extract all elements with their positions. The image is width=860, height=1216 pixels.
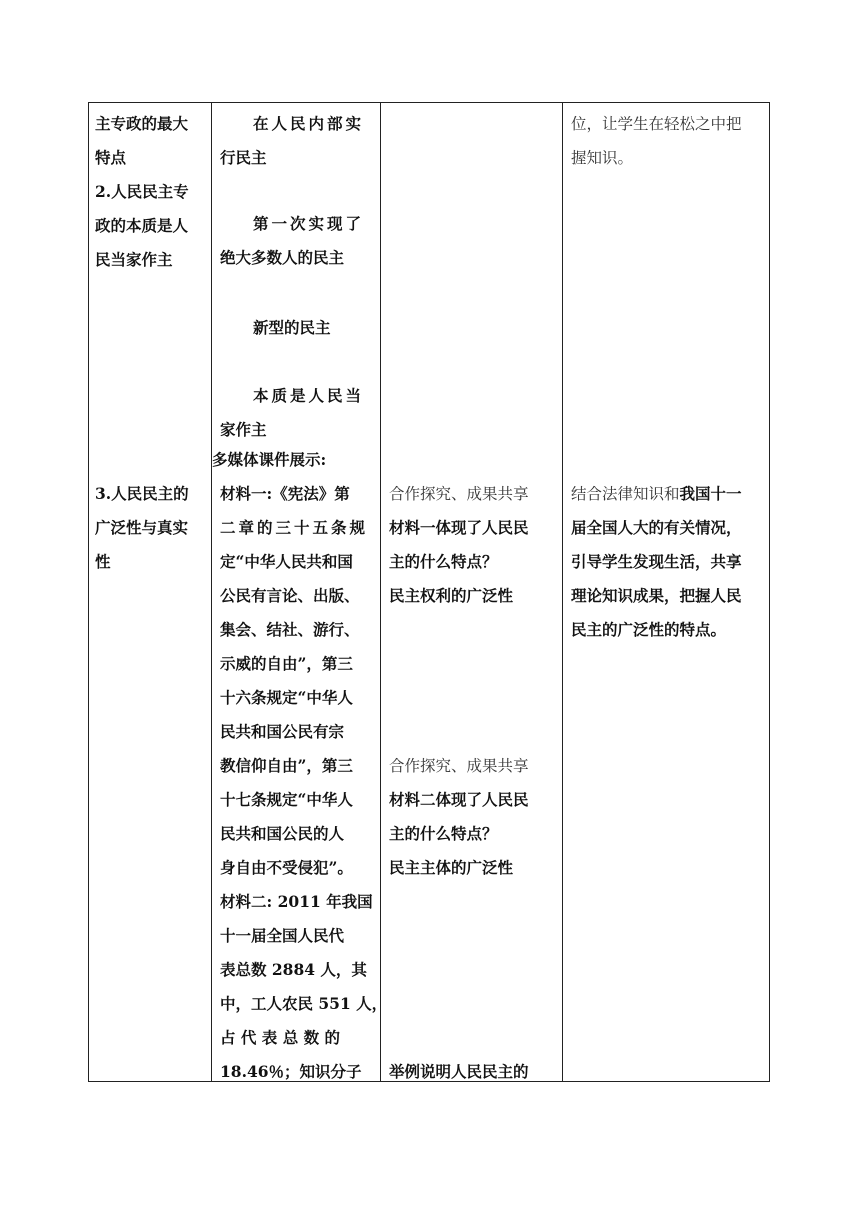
content-line: 主专政的最大 [95,114,189,133]
text-line: 在人民内部实 [253,114,365,133]
intent-line: 民主的广泛性的特点。 [571,620,727,639]
question-line: 材料二体现了人民民 [389,790,529,809]
design-intent-column [563,103,769,1081]
material-line: 教信仰自由”，第三 [220,756,353,775]
question-line: 主的什么特点？ [389,552,498,571]
group-heading: 合作探究、成果共享 [389,485,529,503]
material-line: 定“中华人民共和国 [220,552,353,571]
material-line: 公民有言论、出版、 [220,586,360,605]
content-line: 政的本质是人 [95,216,189,235]
material-line: 十六条规定“中华人 [220,688,353,707]
material-line: 二章的三十五条规 [220,518,369,537]
content-column [89,103,211,1081]
text-line: 本质是人民当 [253,386,365,405]
answer-line: 民主主体的广泛性 [389,858,514,877]
material-line: 占 代 表 总 数 的 [220,1028,340,1047]
text-line: 家作主 [220,420,267,439]
question-line: 主的什么特点？ [389,824,498,843]
text-line: 第一次实现了 [253,214,365,233]
material-line: 十七条规定“中华人 [220,790,353,809]
student-activity-column [381,103,562,1081]
material-line: 民共和国公民的人 [220,824,345,843]
content-line: 2.人民民主专 [95,182,189,201]
intent-line: 引导学生发现生活，共享 [571,552,742,571]
material-line: 十一届全国人民代 [220,926,345,945]
group-heading: 合作探究、成果共享 [389,757,529,775]
answer-line: 民主权利的广泛性 [389,586,514,605]
intent-text-light: 结合法律知识和 [571,485,680,503]
teacher-activity-column [212,103,388,1081]
intent-line: 理论知识成果，把握人民 [571,586,742,605]
intent-line: 届全国人大的有关情况， [571,518,742,537]
material-line: 民共和国公民有宗 [220,722,345,741]
text-line: 行民主 [220,148,267,167]
question-line: 举例说明人民民主的 [389,1062,529,1081]
content-line: 广泛性与真实 [95,518,189,537]
text-line: 新型的民主 [253,318,331,337]
content-line: 民当家作主 [95,250,173,269]
content-line: 3.人民民主的 [95,484,189,503]
material-line: 示威的自由”，第三 [220,654,353,673]
material-line: 身自由不受侵犯”。 [220,858,353,877]
intent-line: 位，让学生在轻松之中把 [571,115,742,133]
material-line: 材料一:《宪法》第 [220,484,350,503]
content-line: 特点 [95,148,127,167]
material-line: 中，工人农民 551 人， [220,994,388,1013]
material-line: 18.46％；知识分子 [220,1062,362,1081]
material-line: 表总数 2884 人，其 [220,960,367,979]
text-line: 绝大多数人的民主 [220,248,345,267]
material-line: 集会、结社、游行、 [220,620,360,639]
intent-line [571,477,742,511]
material-line: 材料二: 2011 年我国 [220,892,373,911]
lesson-plan-table [88,102,770,1082]
question-line: 材料一体现了人民民 [389,518,529,537]
multimedia-label: 多媒体课件展示: [212,450,327,469]
intent-line: 握知识。 [571,149,634,167]
intent-text-bold: 我国十一 [679,484,742,503]
content-line: 性 [95,552,111,571]
